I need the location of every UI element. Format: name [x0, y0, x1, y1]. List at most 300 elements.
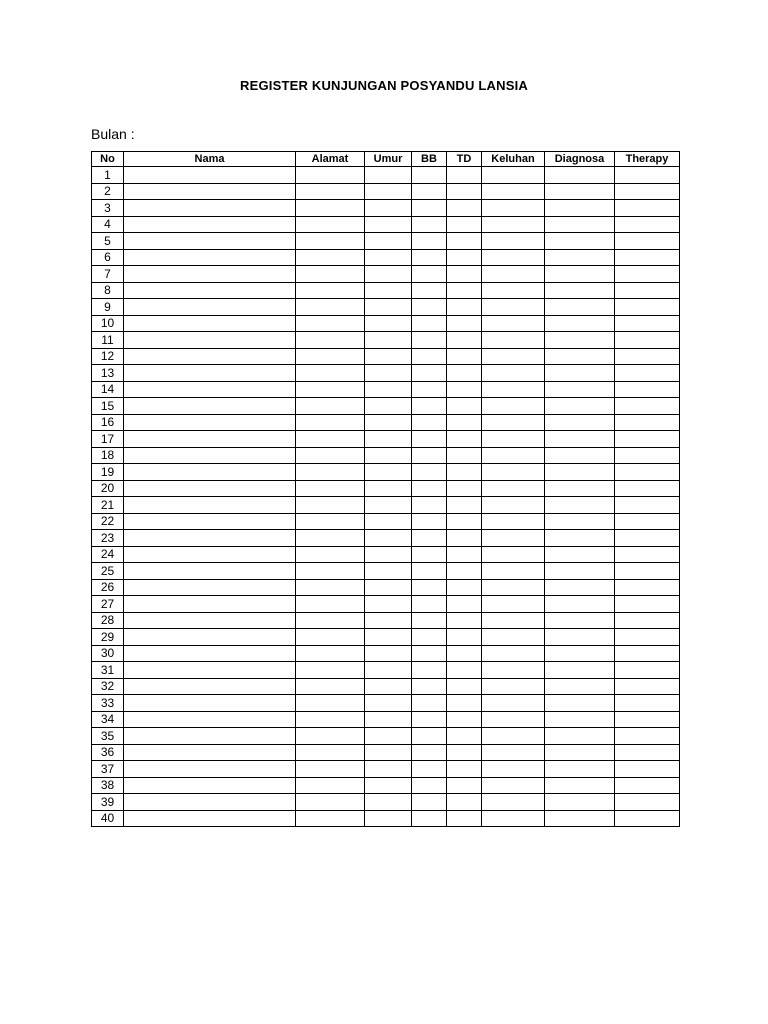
diagnosa-cell[interactable] — [545, 266, 615, 283]
umur-cell[interactable] — [365, 315, 412, 332]
umur-cell[interactable] — [365, 612, 412, 629]
diagnosa-cell[interactable] — [545, 711, 615, 728]
alamat-cell[interactable] — [296, 513, 365, 530]
keluhan-cell[interactable] — [482, 233, 545, 250]
diagnosa-cell[interactable] — [545, 612, 615, 629]
umur-cell[interactable] — [365, 629, 412, 646]
therapy-cell[interactable] — [615, 398, 680, 415]
umur-cell[interactable] — [365, 183, 412, 200]
nama-cell[interactable] — [124, 249, 296, 266]
nama-cell[interactable] — [124, 678, 296, 695]
td-cell[interactable] — [447, 332, 482, 349]
td-cell[interactable] — [447, 794, 482, 811]
nama-cell[interactable] — [124, 447, 296, 464]
alamat-cell[interactable] — [296, 645, 365, 662]
umur-cell[interactable] — [365, 365, 412, 382]
umur-cell[interactable] — [365, 777, 412, 794]
keluhan-cell[interactable] — [482, 810, 545, 827]
umur-cell[interactable] — [365, 678, 412, 695]
td-cell[interactable] — [447, 249, 482, 266]
keluhan-cell[interactable] — [482, 266, 545, 283]
bb-cell[interactable] — [412, 629, 447, 646]
td-cell[interactable] — [447, 728, 482, 745]
therapy-cell[interactable] — [615, 513, 680, 530]
td-cell[interactable] — [447, 546, 482, 563]
td-cell[interactable] — [447, 282, 482, 299]
umur-cell[interactable] — [365, 332, 412, 349]
bb-cell[interactable] — [412, 563, 447, 580]
diagnosa-cell[interactable] — [545, 447, 615, 464]
therapy-cell[interactable] — [615, 249, 680, 266]
td-cell[interactable] — [447, 777, 482, 794]
alamat-cell[interactable] — [296, 678, 365, 695]
td-cell[interactable] — [447, 695, 482, 712]
nama-cell[interactable] — [124, 728, 296, 745]
keluhan-cell[interactable] — [482, 299, 545, 316]
nama-cell[interactable] — [124, 497, 296, 514]
td-cell[interactable] — [447, 579, 482, 596]
keluhan-cell[interactable] — [482, 596, 545, 613]
nama-cell[interactable] — [124, 414, 296, 431]
nama-cell[interactable] — [124, 629, 296, 646]
alamat-cell[interactable] — [296, 365, 365, 382]
alamat-cell[interactable] — [296, 200, 365, 217]
alamat-cell[interactable] — [296, 398, 365, 415]
nama-cell[interactable] — [124, 167, 296, 184]
therapy-cell[interactable] — [615, 761, 680, 778]
diagnosa-cell[interactable] — [545, 480, 615, 497]
td-cell[interactable] — [447, 431, 482, 448]
nama-cell[interactable] — [124, 299, 296, 316]
nama-cell[interactable] — [124, 381, 296, 398]
diagnosa-cell[interactable] — [545, 431, 615, 448]
alamat-cell[interactable] — [296, 249, 365, 266]
alamat-cell[interactable] — [296, 315, 365, 332]
keluhan-cell[interactable] — [482, 761, 545, 778]
bb-cell[interactable] — [412, 530, 447, 547]
keluhan-cell[interactable] — [482, 216, 545, 233]
bb-cell[interactable] — [412, 464, 447, 481]
therapy-cell[interactable] — [615, 645, 680, 662]
therapy-cell[interactable] — [615, 183, 680, 200]
alamat-cell[interactable] — [296, 480, 365, 497]
td-cell[interactable] — [447, 233, 482, 250]
td-cell[interactable] — [447, 381, 482, 398]
bb-cell[interactable] — [412, 414, 447, 431]
therapy-cell[interactable] — [615, 810, 680, 827]
keluhan-cell[interactable] — [482, 167, 545, 184]
td-cell[interactable] — [447, 365, 482, 382]
nama-cell[interactable] — [124, 810, 296, 827]
therapy-cell[interactable] — [615, 662, 680, 679]
td-cell[interactable] — [447, 414, 482, 431]
bb-cell[interactable] — [412, 744, 447, 761]
umur-cell[interactable] — [365, 480, 412, 497]
alamat-cell[interactable] — [296, 233, 365, 250]
keluhan-cell[interactable] — [482, 480, 545, 497]
umur-cell[interactable] — [365, 200, 412, 217]
nama-cell[interactable] — [124, 365, 296, 382]
diagnosa-cell[interactable] — [545, 744, 615, 761]
alamat-cell[interactable] — [296, 711, 365, 728]
therapy-cell[interactable] — [615, 216, 680, 233]
nama-cell[interactable] — [124, 612, 296, 629]
therapy-cell[interactable] — [615, 777, 680, 794]
alamat-cell[interactable] — [296, 431, 365, 448]
therapy-cell[interactable] — [615, 629, 680, 646]
bb-cell[interactable] — [412, 398, 447, 415]
therapy-cell[interactable] — [615, 266, 680, 283]
keluhan-cell[interactable] — [482, 579, 545, 596]
td-cell[interactable] — [447, 629, 482, 646]
td-cell[interactable] — [447, 464, 482, 481]
bb-cell[interactable] — [412, 695, 447, 712]
umur-cell[interactable] — [365, 398, 412, 415]
therapy-cell[interactable] — [615, 530, 680, 547]
alamat-cell[interactable] — [296, 546, 365, 563]
therapy-cell[interactable] — [615, 744, 680, 761]
nama-cell[interactable] — [124, 695, 296, 712]
nama-cell[interactable] — [124, 233, 296, 250]
alamat-cell[interactable] — [296, 299, 365, 316]
td-cell[interactable] — [447, 761, 482, 778]
umur-cell[interactable] — [365, 645, 412, 662]
diagnosa-cell[interactable] — [545, 530, 615, 547]
therapy-cell[interactable] — [615, 464, 680, 481]
nama-cell[interactable] — [124, 579, 296, 596]
td-cell[interactable] — [447, 480, 482, 497]
bb-cell[interactable] — [412, 546, 447, 563]
nama-cell[interactable] — [124, 282, 296, 299]
umur-cell[interactable] — [365, 596, 412, 613]
bb-cell[interactable] — [412, 332, 447, 349]
bb-cell[interactable] — [412, 761, 447, 778]
alamat-cell[interactable] — [296, 530, 365, 547]
bb-cell[interactable] — [412, 513, 447, 530]
bb-cell[interactable] — [412, 794, 447, 811]
diagnosa-cell[interactable] — [545, 497, 615, 514]
diagnosa-cell[interactable] — [545, 282, 615, 299]
diagnosa-cell[interactable] — [545, 200, 615, 217]
bb-cell[interactable] — [412, 596, 447, 613]
bb-cell[interactable] — [412, 266, 447, 283]
keluhan-cell[interactable] — [482, 629, 545, 646]
bb-cell[interactable] — [412, 579, 447, 596]
alamat-cell[interactable] — [296, 414, 365, 431]
umur-cell[interactable] — [365, 662, 412, 679]
umur-cell[interactable] — [365, 249, 412, 266]
td-cell[interactable] — [447, 167, 482, 184]
td-cell[interactable] — [447, 711, 482, 728]
therapy-cell[interactable] — [615, 695, 680, 712]
alamat-cell[interactable] — [296, 266, 365, 283]
umur-cell[interactable] — [365, 381, 412, 398]
td-cell[interactable] — [447, 266, 482, 283]
alamat-cell[interactable] — [296, 612, 365, 629]
diagnosa-cell[interactable] — [545, 546, 615, 563]
diagnosa-cell[interactable] — [545, 315, 615, 332]
umur-cell[interactable] — [365, 695, 412, 712]
diagnosa-cell[interactable] — [545, 761, 615, 778]
diagnosa-cell[interactable] — [545, 695, 615, 712]
nama-cell[interactable] — [124, 398, 296, 415]
keluhan-cell[interactable] — [482, 447, 545, 464]
td-cell[interactable] — [447, 612, 482, 629]
therapy-cell[interactable] — [615, 612, 680, 629]
bb-cell[interactable] — [412, 810, 447, 827]
bb-cell[interactable] — [412, 447, 447, 464]
diagnosa-cell[interactable] — [545, 414, 615, 431]
td-cell[interactable] — [447, 678, 482, 695]
keluhan-cell[interactable] — [482, 678, 545, 695]
therapy-cell[interactable] — [615, 315, 680, 332]
keluhan-cell[interactable] — [482, 546, 545, 563]
diagnosa-cell[interactable] — [545, 216, 615, 233]
keluhan-cell[interactable] — [482, 563, 545, 580]
alamat-cell[interactable] — [296, 662, 365, 679]
nama-cell[interactable] — [124, 480, 296, 497]
alamat-cell[interactable] — [296, 447, 365, 464]
alamat-cell[interactable] — [296, 761, 365, 778]
nama-cell[interactable] — [124, 645, 296, 662]
therapy-cell[interactable] — [615, 794, 680, 811]
keluhan-cell[interactable] — [482, 612, 545, 629]
bb-cell[interactable] — [412, 728, 447, 745]
keluhan-cell[interactable] — [482, 645, 545, 662]
nama-cell[interactable] — [124, 596, 296, 613]
nama-cell[interactable] — [124, 315, 296, 332]
therapy-cell[interactable] — [615, 167, 680, 184]
keluhan-cell[interactable] — [482, 348, 545, 365]
td-cell[interactable] — [447, 596, 482, 613]
nama-cell[interactable] — [124, 530, 296, 547]
keluhan-cell[interactable] — [482, 695, 545, 712]
umur-cell[interactable] — [365, 266, 412, 283]
td-cell[interactable] — [447, 398, 482, 415]
keluhan-cell[interactable] — [482, 183, 545, 200]
diagnosa-cell[interactable] — [545, 348, 615, 365]
diagnosa-cell[interactable] — [545, 332, 615, 349]
umur-cell[interactable] — [365, 546, 412, 563]
keluhan-cell[interactable] — [482, 200, 545, 217]
bb-cell[interactable] — [412, 777, 447, 794]
diagnosa-cell[interactable] — [545, 167, 615, 184]
alamat-cell[interactable] — [296, 777, 365, 794]
bb-cell[interactable] — [412, 711, 447, 728]
umur-cell[interactable] — [365, 447, 412, 464]
alamat-cell[interactable] — [296, 695, 365, 712]
keluhan-cell[interactable] — [482, 431, 545, 448]
td-cell[interactable] — [447, 744, 482, 761]
bb-cell[interactable] — [412, 299, 447, 316]
bb-cell[interactable] — [412, 249, 447, 266]
alamat-cell[interactable] — [296, 629, 365, 646]
keluhan-cell[interactable] — [482, 794, 545, 811]
td-cell[interactable] — [447, 200, 482, 217]
nama-cell[interactable] — [124, 546, 296, 563]
keluhan-cell[interactable] — [482, 728, 545, 745]
bb-cell[interactable] — [412, 381, 447, 398]
diagnosa-cell[interactable] — [545, 629, 615, 646]
td-cell[interactable] — [447, 513, 482, 530]
diagnosa-cell[interactable] — [545, 365, 615, 382]
td-cell[interactable] — [447, 299, 482, 316]
therapy-cell[interactable] — [615, 711, 680, 728]
bb-cell[interactable] — [412, 612, 447, 629]
nama-cell[interactable] — [124, 183, 296, 200]
therapy-cell[interactable] — [615, 381, 680, 398]
nama-cell[interactable] — [124, 711, 296, 728]
keluhan-cell[interactable] — [482, 414, 545, 431]
nama-cell[interactable] — [124, 266, 296, 283]
nama-cell[interactable] — [124, 332, 296, 349]
umur-cell[interactable] — [365, 282, 412, 299]
therapy-cell[interactable] — [615, 480, 680, 497]
umur-cell[interactable] — [365, 728, 412, 745]
nama-cell[interactable] — [124, 513, 296, 530]
bb-cell[interactable] — [412, 348, 447, 365]
keluhan-cell[interactable] — [482, 249, 545, 266]
diagnosa-cell[interactable] — [545, 464, 615, 481]
therapy-cell[interactable] — [615, 497, 680, 514]
umur-cell[interactable] — [365, 299, 412, 316]
bb-cell[interactable] — [412, 167, 447, 184]
diagnosa-cell[interactable] — [545, 381, 615, 398]
umur-cell[interactable] — [365, 794, 412, 811]
umur-cell[interactable] — [365, 579, 412, 596]
keluhan-cell[interactable] — [482, 777, 545, 794]
umur-cell[interactable] — [365, 216, 412, 233]
alamat-cell[interactable] — [296, 794, 365, 811]
therapy-cell[interactable] — [615, 332, 680, 349]
therapy-cell[interactable] — [615, 563, 680, 580]
alamat-cell[interactable] — [296, 381, 365, 398]
therapy-cell[interactable] — [615, 282, 680, 299]
td-cell[interactable] — [447, 183, 482, 200]
umur-cell[interactable] — [365, 497, 412, 514]
therapy-cell[interactable] — [615, 546, 680, 563]
diagnosa-cell[interactable] — [545, 299, 615, 316]
td-cell[interactable] — [447, 447, 482, 464]
diagnosa-cell[interactable] — [545, 794, 615, 811]
alamat-cell[interactable] — [296, 596, 365, 613]
td-cell[interactable] — [447, 645, 482, 662]
diagnosa-cell[interactable] — [545, 579, 615, 596]
alamat-cell[interactable] — [296, 464, 365, 481]
keluhan-cell[interactable] — [482, 365, 545, 382]
nama-cell[interactable] — [124, 794, 296, 811]
umur-cell[interactable] — [365, 761, 412, 778]
diagnosa-cell[interactable] — [545, 249, 615, 266]
therapy-cell[interactable] — [615, 447, 680, 464]
diagnosa-cell[interactable] — [545, 645, 615, 662]
umur-cell[interactable] — [365, 513, 412, 530]
diagnosa-cell[interactable] — [545, 233, 615, 250]
bb-cell[interactable] — [412, 662, 447, 679]
bb-cell[interactable] — [412, 480, 447, 497]
therapy-cell[interactable] — [615, 431, 680, 448]
nama-cell[interactable] — [124, 464, 296, 481]
keluhan-cell[interactable] — [482, 464, 545, 481]
umur-cell[interactable] — [365, 431, 412, 448]
td-cell[interactable] — [447, 348, 482, 365]
alamat-cell[interactable] — [296, 579, 365, 596]
nama-cell[interactable] — [124, 563, 296, 580]
keluhan-cell[interactable] — [482, 744, 545, 761]
therapy-cell[interactable] — [615, 233, 680, 250]
td-cell[interactable] — [447, 497, 482, 514]
bb-cell[interactable] — [412, 431, 447, 448]
umur-cell[interactable] — [365, 563, 412, 580]
nama-cell[interactable] — [124, 761, 296, 778]
therapy-cell[interactable] — [615, 200, 680, 217]
keluhan-cell[interactable] — [482, 662, 545, 679]
keluhan-cell[interactable] — [482, 381, 545, 398]
bb-cell[interactable] — [412, 365, 447, 382]
bb-cell[interactable] — [412, 678, 447, 695]
bb-cell[interactable] — [412, 200, 447, 217]
bb-cell[interactable] — [412, 183, 447, 200]
diagnosa-cell[interactable] — [545, 810, 615, 827]
bb-cell[interactable] — [412, 645, 447, 662]
td-cell[interactable] — [447, 810, 482, 827]
therapy-cell[interactable] — [615, 348, 680, 365]
umur-cell[interactable] — [365, 744, 412, 761]
diagnosa-cell[interactable] — [545, 563, 615, 580]
alamat-cell[interactable] — [296, 282, 365, 299]
bb-cell[interactable] — [412, 315, 447, 332]
therapy-cell[interactable] — [615, 596, 680, 613]
alamat-cell[interactable] — [296, 332, 365, 349]
alamat-cell[interactable] — [296, 728, 365, 745]
diagnosa-cell[interactable] — [545, 596, 615, 613]
keluhan-cell[interactable] — [482, 282, 545, 299]
nama-cell[interactable] — [124, 777, 296, 794]
therapy-cell[interactable] — [615, 299, 680, 316]
therapy-cell[interactable] — [615, 579, 680, 596]
alamat-cell[interactable] — [296, 183, 365, 200]
alamat-cell[interactable] — [296, 497, 365, 514]
alamat-cell[interactable] — [296, 810, 365, 827]
nama-cell[interactable] — [124, 431, 296, 448]
nama-cell[interactable] — [124, 200, 296, 217]
umur-cell[interactable] — [365, 233, 412, 250]
umur-cell[interactable] — [365, 464, 412, 481]
therapy-cell[interactable] — [615, 728, 680, 745]
diagnosa-cell[interactable] — [545, 777, 615, 794]
alamat-cell[interactable] — [296, 348, 365, 365]
alamat-cell[interactable] — [296, 167, 365, 184]
alamat-cell[interactable] — [296, 563, 365, 580]
keluhan-cell[interactable] — [482, 398, 545, 415]
alamat-cell[interactable] — [296, 744, 365, 761]
umur-cell[interactable] — [365, 414, 412, 431]
diagnosa-cell[interactable] — [545, 513, 615, 530]
td-cell[interactable] — [447, 216, 482, 233]
umur-cell[interactable] — [365, 348, 412, 365]
keluhan-cell[interactable] — [482, 497, 545, 514]
diagnosa-cell[interactable] — [545, 662, 615, 679]
keluhan-cell[interactable] — [482, 513, 545, 530]
umur-cell[interactable] — [365, 530, 412, 547]
bb-cell[interactable] — [412, 497, 447, 514]
umur-cell[interactable] — [365, 167, 412, 184]
td-cell[interactable] — [447, 563, 482, 580]
td-cell[interactable] — [447, 315, 482, 332]
diagnosa-cell[interactable] — [545, 398, 615, 415]
keluhan-cell[interactable] — [482, 315, 545, 332]
keluhan-cell[interactable] — [482, 711, 545, 728]
